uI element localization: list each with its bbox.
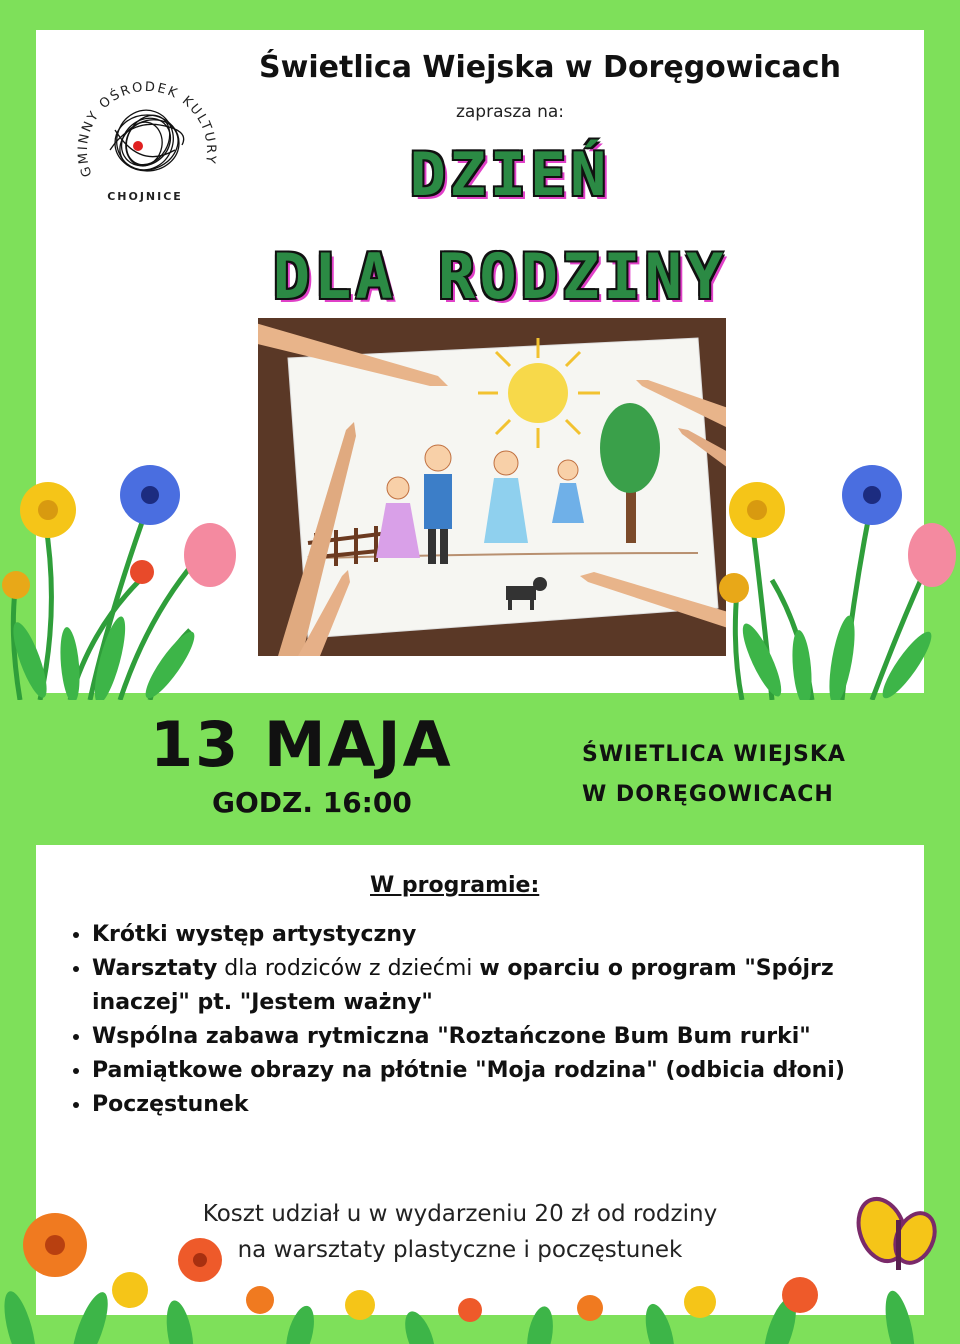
program-item: • Poczęstunek (92, 1088, 932, 1122)
tulip-icon-right (908, 523, 956, 587)
program-item: • Pamiątkowe obrazy na płótnie "Moja rodzina" (odbicia dłoni) (92, 1054, 932, 1088)
flowers-bottom-decoration (0, 1190, 960, 1344)
tulip-icon (184, 523, 236, 587)
family-drawing-photo (258, 318, 726, 656)
flowers-right-decoration (712, 460, 960, 700)
event-date: 13 MAJA (150, 708, 453, 781)
event-venue (582, 735, 846, 815)
logo-red-dot (133, 141, 143, 151)
program-list (66, 918, 932, 1122)
event-title-line2: DLA RODZINY (272, 240, 728, 313)
cost-line1: Koszt udział u w wydarzeniu 20 zł od rodziny (202, 1201, 718, 1227)
program-item: • Wspólna zabawa rytmiczna "Roztańczone Bum Bum rurki" (92, 1020, 932, 1054)
flowers-left-decoration (0, 460, 250, 700)
page-title: Świetlica Wiejska w Doręgowicach (259, 50, 841, 85)
event-title-line1: DZIEŃ (409, 140, 611, 210)
red-flower-icon (130, 560, 154, 584)
program-item: • Warsztaty dla rodziców z dziećmi w oparciu o program "Spójrz inaczej" pt. "Jestem ważny" (92, 952, 932, 1020)
logo-bottom-text: CHOJNICE (107, 190, 183, 203)
butterfly-icon (850, 1192, 942, 1270)
program-heading: W programie: (370, 873, 540, 898)
program-item: • Krótki występ artystyczny (92, 918, 932, 952)
cost-line2: na warsztaty plastyczne i poczęstunek (237, 1237, 683, 1263)
tree-icon (600, 403, 660, 493)
venue-line1: ŚWIETLICA WIEJSKA (582, 742, 846, 767)
gok-logo (70, 50, 220, 215)
subtitle: zaprasza na: (455, 102, 565, 122)
venue-line2: W DORĘGOWICACH (582, 782, 834, 807)
event-time: GODZ. 16:00 (212, 786, 412, 819)
logo-arc-text: GMINNY OŚRODEK KULTURY (75, 79, 219, 179)
